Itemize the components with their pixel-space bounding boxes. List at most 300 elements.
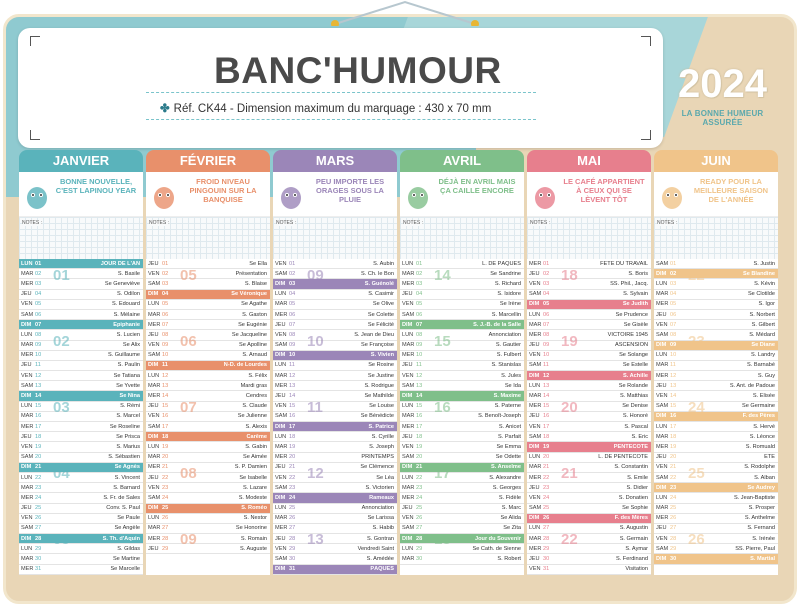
saint-name: S. Ch. le Bon [361,270,394,277]
day-row [527,290,651,300]
day-number: 03 [289,280,296,287]
day-number: 25 [162,505,169,512]
notes-area [19,217,143,259]
day-row [527,341,651,351]
saint-name: Se Paule [117,515,140,522]
day-number: 09 [543,342,550,349]
saint-name: S. Anthelme [744,515,775,522]
weekday-label: SAM [656,545,669,552]
month-quote: LE CAFÉ APPARTIENT À CEUX QUI SE LÈVENT TÔT [563,177,645,204]
day-row [146,442,270,452]
week-number: 22 [688,267,705,284]
weekday-label: MAR [656,291,669,298]
notes-label: NOTES : [403,220,424,226]
day-row [654,341,778,351]
day-number: 04 [543,291,550,298]
day-number: 08 [35,331,42,338]
weekday-label: MER [275,454,288,461]
week-number: 09 [307,267,324,284]
weekday-label: SAM [402,311,415,318]
day-row [654,269,778,279]
weekday-label: JEU [21,505,32,512]
day-number: 24 [162,494,169,501]
day-row [19,310,143,320]
saint-name: Se Honorine [235,525,267,532]
saint-name: Se Denise [622,403,648,410]
day-number: 09 [162,342,169,349]
day-number: 10 [162,352,169,359]
weekday-label: MER [529,260,542,267]
month-column-janvier [19,150,143,575]
day-row [19,565,143,575]
saint-name: PÂQUES [370,566,394,573]
day-number: 15 [289,403,296,410]
weekday-label: JEU [529,413,540,420]
day-number: 27 [162,525,169,532]
day-row [400,269,524,279]
divider [146,92,536,93]
saint-name: Se Léa [376,474,394,481]
saint-name: S. Éric [631,433,648,440]
year-block [665,62,780,127]
day-row [527,381,651,391]
day-row [146,504,270,514]
day-row [19,524,143,534]
day-row [654,381,778,391]
saint-name: S. Marc [501,505,521,512]
day-number: 02 [416,270,423,277]
weekday-label: DIM [529,515,540,522]
day-number: 06 [670,311,677,318]
weekday-label: SAM [529,362,542,369]
saint-name: S. Achille [623,372,648,379]
weekday-label: LUN [402,474,414,481]
day-number: 04 [289,291,296,298]
saint-name: S. Roméo [241,505,267,512]
day-row [400,341,524,351]
day-number: 20 [162,454,169,461]
saint-name: Se Marcelle [110,566,140,573]
day-number: 20 [35,454,42,461]
title-card [18,28,663,148]
weekday-label: LUN [21,260,33,267]
saint-name: S. Rémi [120,403,140,410]
day-row [273,402,397,412]
weekday-label: DIM [148,505,159,512]
month-banner [527,172,651,217]
day-row [146,402,270,412]
day-number: 05 [289,301,296,308]
weekday-label: LUN [148,372,160,379]
saint-name: Se Agnès [114,464,140,471]
saint-name: S. Stanislas [491,362,521,369]
hanger-cord-icon [325,0,485,26]
month-banner [146,172,270,217]
month-header: FÉVRIER [146,150,270,172]
saint-name: S. Ferdinand [615,556,648,563]
weekday-label: DIM [402,393,413,400]
month-column-mai [527,150,651,575]
saint-name: Se Alix [122,342,140,349]
day-row [273,544,397,554]
weekday-label: VEN [148,413,160,420]
week-number: 21 [561,465,578,482]
saint-name: S. Guy [757,372,775,379]
tagline: LA BONNE HUMEUR ASSURÉE [681,109,764,127]
day-number: 06 [416,311,423,318]
day-row [146,422,270,432]
day-row [527,361,651,371]
saint-name: S. Jules [501,372,521,379]
weekday-label: LUN [21,331,33,338]
day-number: 27 [416,525,423,532]
weekday-label: MER [21,566,34,573]
month-column-mars [273,150,397,575]
weekday-label: VEN [402,515,414,522]
day-row [400,534,524,544]
saint-name: ÉTÉ [764,454,775,461]
weekday-label: DIM [656,270,667,277]
brand-title: BANC'HUMOUR [214,50,502,91]
day-number: 23 [543,484,550,491]
day-number: 02 [289,270,296,277]
saint-name: S. Lucien [116,331,140,338]
weekday-label: SAM [21,525,34,532]
day-row [400,463,524,473]
saint-name: S. Augustin [619,525,648,532]
saint-name: S. Robert [497,556,521,563]
week-number: 04 [53,465,70,482]
day-number: 21 [162,464,169,471]
saint-name: S. Romain [240,535,267,542]
saint-name: S. Anselme [491,464,521,471]
day-row [527,412,651,422]
day-row [400,259,524,269]
day-row [273,371,397,381]
weekday-label: JEU [656,382,667,389]
weekday-label: MAR [148,454,161,461]
weekday-label: LUN [656,352,668,359]
week-number: 14 [434,267,451,284]
notes-area [400,217,524,259]
weekday-label: DIM [21,464,32,471]
day-number: 04 [162,291,169,298]
day-number: 13 [543,382,550,389]
month-banner [19,172,143,217]
day-number: 29 [416,545,423,552]
day-number: 23 [289,484,296,491]
weekday-label: VEN [656,321,668,328]
day-row [146,524,270,534]
saint-name: S. Sylvain [623,291,648,298]
day-row [19,432,143,442]
weekday-label: MER [275,525,288,532]
day-number: 26 [289,515,296,522]
weekday-label: VEN [656,393,668,400]
weekday-label: MAR [148,311,161,318]
day-row [527,565,651,575]
day-number: 31 [35,566,42,573]
weekday-label: JEU [656,525,667,532]
saint-name: S. Maxime [493,393,521,400]
day-number: 31 [543,566,550,573]
weekday-label: LUN [656,423,668,430]
saint-name: L. DE PENTECÔTE [598,454,648,461]
saint-name: S. Marcellin [491,311,521,318]
weekday-label: DIM [402,535,413,542]
day-number: 18 [162,433,169,440]
day-number: 23 [35,484,42,491]
weekday-label: MAR [402,484,415,491]
weekday-label: SAM [656,403,669,410]
day-number: 17 [543,423,550,430]
day-number: 17 [289,423,296,430]
day-row [654,371,778,381]
weekday-label: MER [21,494,34,501]
notes-label: NOTES : [530,220,551,226]
day-number: 10 [289,352,296,359]
day-row [400,473,524,483]
day-row [527,391,651,401]
weekday-label: VEN [529,423,541,430]
day-number: 11 [289,362,295,369]
saint-name: Annonciation [361,505,394,512]
day-number: 15 [670,403,677,410]
day-number: 14 [543,393,550,400]
saint-name: S. Fulbert [496,352,521,359]
weekday-label: JEU [656,311,667,318]
day-row [273,463,397,473]
day-number: 29 [543,545,550,552]
day-row [654,351,778,361]
day-row [146,330,270,340]
day-number: 28 [670,535,677,542]
saint-name: S. Sébastien [108,454,140,461]
day-row [273,300,397,310]
month-quote: READY POUR LA MEILLEURE SAISON DE L'ANNÉE [693,177,769,204]
day-row [273,381,397,391]
saint-name: S. Isidore [497,291,521,298]
saint-name: S. Norbert [749,311,775,318]
saint-name: Se Gisèle [623,321,648,328]
weekday-label: MAR [529,321,542,328]
saint-name: Se Clotilde [747,291,775,298]
day-number: 11 [543,362,549,369]
day-number: 07 [670,321,677,328]
saint-name: S. Lazare [243,484,267,491]
saint-name: S. Jean-Baptiste [733,494,775,501]
day-number: 03 [416,280,423,287]
day-row [146,310,270,320]
weekday-label: VEN [148,342,160,349]
weekday-label: MAR [529,464,542,471]
clover-icon: ✤ [160,103,170,115]
saint-name: Se Prudence [615,311,648,318]
saint-name: Se Apolline [239,342,267,349]
day-row [19,514,143,524]
saint-name: Se Louise [369,403,394,410]
week-number: 19 [561,333,578,350]
day-list [527,259,651,575]
weekday-label: VEN [529,566,541,573]
day-row [654,279,778,289]
day-number: 12 [35,372,42,379]
saint-name: Se Olive [372,301,394,308]
weekday-label: DIM [275,352,286,359]
weekday-label: DIM [275,280,286,287]
day-number: 04 [416,291,423,298]
saint-name: Cendres [245,393,267,400]
day-number: 04 [670,291,677,298]
day-number: 15 [416,403,423,410]
day-row [527,544,651,554]
saint-name: Se Ida [504,382,521,389]
saint-name: Se Judith [622,301,648,308]
weekday-label: LUN [529,525,541,532]
saint-name: S. Matthias [620,393,648,400]
week-number: 10 [307,333,324,350]
day-row [527,524,651,534]
weekday-label: JEU [21,291,32,298]
day-row [19,351,143,361]
month-quote: BONNE NOUVELLE, C'EST LAPINOU YEAR [55,177,137,195]
weekday-label: MER [402,352,415,359]
weekday-label: VEN [529,494,541,501]
month-banner [400,172,524,217]
day-row [146,300,270,310]
weekday-label: MAR [21,413,34,420]
saint-name: S. Mélaine [113,311,140,318]
day-row [400,381,524,391]
saint-name: S. Joseph [369,443,394,450]
day-row [273,341,397,351]
day-row [654,463,778,473]
day-number: 16 [289,413,296,420]
day-row [400,351,524,361]
saint-name: S. Basile [117,270,140,277]
day-row [654,320,778,330]
saint-name: Se Roseline [109,423,140,430]
day-number: 23 [416,484,423,491]
week-number: 11 [307,399,323,416]
day-row [400,330,524,340]
day-number: 18 [35,433,42,440]
saint-name: Se Eugénie [238,321,267,328]
weekday-label: MER [656,301,669,308]
day-row [527,554,651,564]
day-number: 28 [35,535,42,542]
saint-name: Se Sophie [622,505,648,512]
day-number: 15 [35,403,42,410]
day-number: 30 [35,556,42,563]
day-row [400,290,524,300]
day-row [273,422,397,432]
notes-label: NOTES : [149,220,170,226]
weekday-label: DIM [529,443,540,450]
weekday-label: LUN [148,301,160,308]
weekday-label: JEU [529,270,540,277]
day-number: 12 [543,372,550,379]
weekday-label: MAR [402,270,415,277]
weekday-label: JEU [275,393,286,400]
day-list [654,259,778,575]
weekday-label: MER [529,545,542,552]
weekday-label: SAM [275,270,288,277]
day-row [400,320,524,330]
day-number: 06 [543,311,550,318]
day-number: 20 [543,454,550,461]
saint-name: N-D. de Lourdes [223,362,267,369]
day-row [273,554,397,564]
weekday-label: MER [21,352,34,359]
saint-name: S. Modeste [238,494,267,501]
day-number: 29 [35,545,42,552]
day-row [527,310,651,320]
day-number: 15 [162,403,169,410]
notes-label: NOTES : [276,220,297,226]
saint-name: S. Gontran [366,535,394,542]
weekday-label: SAM [656,331,669,338]
saint-name: Mardi gras [240,382,267,389]
weekday-label: LUN [402,403,414,410]
saint-name: S. Pascal [624,423,648,430]
week-number: 05 [53,531,70,548]
day-row [146,279,270,289]
saint-name: Carême [246,433,267,440]
weekday-label: VEN [21,515,33,522]
day-number: 25 [543,505,550,512]
weekday-label: MER [656,372,669,379]
day-row [527,453,651,463]
day-row [400,371,524,381]
weekday-label: SAM [21,382,34,389]
weekday-label: MER [402,280,415,287]
saint-name: S. P. Damien [234,464,267,471]
saint-name: VICTOIRE 1945 [607,331,648,338]
saint-name: Se Yvette [116,382,140,389]
saint-name: S. Prosper [748,505,775,512]
weekday-label: MER [148,535,161,542]
saint-name: S. Boris [628,270,648,277]
saint-name: Se Alida [500,515,521,522]
day-row [400,483,524,493]
rabbit-icon [23,178,51,210]
reference-text [160,101,491,115]
saint-name: S. Marius [116,443,140,450]
crop-mark-icon [641,130,651,140]
day-number: 08 [289,331,296,338]
saint-name: Se Audrey [747,484,775,491]
week-number: 06 [180,333,197,350]
week-number: 12 [307,465,324,482]
saint-name: S. Aymar [625,545,648,552]
day-number: 09 [289,342,296,349]
day-row [527,463,651,473]
day-row [146,371,270,381]
day-row [400,279,524,289]
weekday-label: DIM [656,556,667,563]
day-number: 30 [543,556,550,563]
day-row [273,565,397,575]
weekday-label: DIM [275,423,286,430]
saint-name: S. Paterne [494,403,521,410]
saint-name: Se Estelle [622,362,648,369]
weekday-label: MER [529,474,542,481]
saint-name: S. Landry [751,352,775,359]
day-row [400,391,524,401]
week-number: 02 [53,333,70,350]
week-number: 18 [434,531,451,548]
